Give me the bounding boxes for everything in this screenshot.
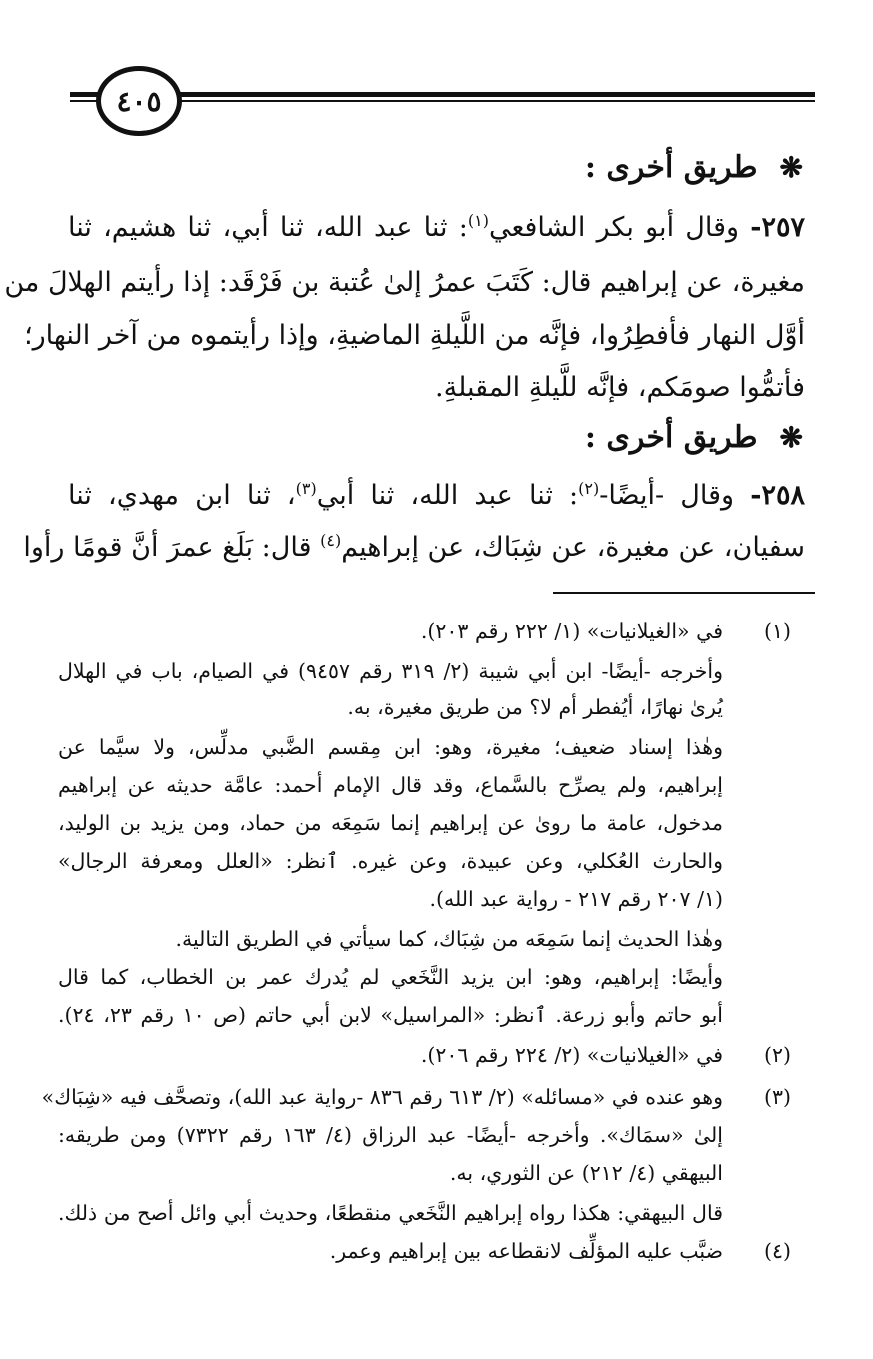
footnote-line: وهو عنده في «مسائله» (٢/ ٦١٣ رقم ٨٣٦ -رواية عبد الله)، وتصحَّف فيه «شِبَاك» (41, 1085, 723, 1109)
section-heading (585, 420, 803, 455)
footnote-line: والحارث العُكلي، وعن عبيدة، وعن غيره. ٱنظر: «العلل ومعرفة الرجال» (58, 849, 723, 873)
footnote-line: قال البيهقي: هكذا رواه إبراهيم النَّخَعي منقطعًا، وحديث أبي وائل أصح من ذلك. (58, 1201, 723, 1225)
page-number-text: ٤٠٥ (116, 84, 162, 118)
footnote-line: يُرىٰ نهارًا، أيُفطر أم لا؟ من طريق مغيرة، به. (347, 695, 723, 719)
footnote-line: في «الغيلانيات» (٢/ ٢٢٤ رقم ٢٠٦). (420, 1043, 723, 1067)
paragraph-line: مغيرة، عن إبراهيم قال: كَتَبَ عمرُ إلىٰ عُتبة بن فَرْقَد: إذا رأيتم الهلالَ من (4, 267, 805, 298)
footnote-line: وأيضًا: إبراهيم، وهو: ابن يزيد النَّخَعي لم يُدرك عمر بن الخطاب، كما قال (58, 965, 723, 989)
footnote-ref[interactable]: (٤) (320, 531, 342, 550)
footnote-line: ضبَّب عليه المؤلِّف لانقطاعه بين إبراهيم وعمر. (329, 1239, 723, 1263)
footnote-line: وهٰذا إسناد ضعيف؛ مغيرة، وهو: ابن مِقسم الضَّبي مدلِّس، ولا سيَّما عن (58, 735, 723, 759)
footnote-line: إبراهيم، ولم يصرِّح بالسَّماع، وقد قال الإمام أحمد: عامَّة حديثه عن إبراهيم (58, 773, 723, 797)
text-span: : ثنا عبد الله، ثنا أبي، ثنا هشيم، ثنا (68, 212, 468, 243)
footnote-number: (٢) (763, 1043, 791, 1067)
text-span: ، ثنا ابن مهدي، ثنا (68, 480, 296, 511)
section-heading (585, 150, 803, 185)
text-span: وقال -أيضًا- (599, 480, 735, 511)
paragraph-line (68, 476, 805, 516)
footnote-separator (553, 592, 815, 594)
footnote-ref[interactable]: (٢) (578, 479, 600, 498)
paragraph-line (68, 208, 805, 248)
section-heading-text: طريق أخرى : (584, 150, 758, 185)
footnote-number: (٤) (763, 1239, 791, 1263)
footnote-ref[interactable]: (٣) (295, 479, 317, 498)
footnote-line: مدخول، عامة ما روىٰ عن إبراهيم إنما سَمِعَه من حماد، ومن يزيد بن الوليد، (58, 811, 723, 835)
asterism-icon: ❋ (779, 151, 803, 184)
footnote-line: وهٰذا الحديث إنما سَمِعَه من شِبَاك، كما سيأتي في الطريق التالية. (175, 927, 723, 951)
paragraph-line (23, 528, 805, 568)
footnote-line: وأخرجه -أيضًا- ابن أبي شيبة (٢/ ٣١٩ رقم ٩٤٥٧) في الصيام، باب في الهلال (58, 659, 723, 683)
footnote-number: (١) (763, 619, 791, 643)
footnote-line: أبو حاتم وأبو زرعة. ٱنظر: «المراسيل» لابن أبي حاتم (ص ١٠ رقم ٢٣، ٢٤). (58, 1003, 723, 1027)
asterism-icon: ❋ (779, 421, 803, 454)
footnote-ref[interactable]: (١) (467, 211, 489, 230)
text-span: : ثنا عبد الله، ثنا أبي (316, 480, 579, 511)
section-heading-text: طريق أخرى : (584, 420, 758, 455)
text-span: وقال أبو بكر الشافعي (488, 212, 740, 243)
footnote-line: إلىٰ «سمَاك». وأخرجه -أيضًا- عبد الرزاق (٤/ ١٦٣ رقم ٧٣٢٢) ومن طريقه: (58, 1123, 723, 1147)
hadith-number: ٢٥٧- (750, 212, 805, 243)
footnote-line: البيهقي (٤/ ٢١٢) عن الثوري، به. (449, 1161, 723, 1185)
footnote-number: (٣) (763, 1085, 791, 1109)
footnote-line: في «الغيلانيات» (١/ ٢٢٢ رقم ٢٠٣). (420, 619, 723, 643)
text-span: سفيان، عن مغيرة، عن شِبَاك، عن إبراهيم (341, 532, 805, 563)
footnote-line: (١/ ٢٠٧ رقم ٢١٧ - رواية عبد الله). (429, 887, 723, 911)
page-number (96, 66, 182, 136)
hadith-number: ٢٥٨- (750, 480, 805, 511)
paragraph-line: فأتمُّوا صومَكم، فإنَّه للَّيلةِ المقبلةِ. (435, 372, 805, 403)
paragraph-line: أوَّل النهار فأفطِرُوا، فإنَّه من اللَّيلةِ الماضيةِ، وإذا رأيتموه من آخر النهار؛ (24, 320, 805, 351)
text-span: قال: بَلَغ عمرَ أنَّ قومًا رأوا (23, 532, 321, 563)
